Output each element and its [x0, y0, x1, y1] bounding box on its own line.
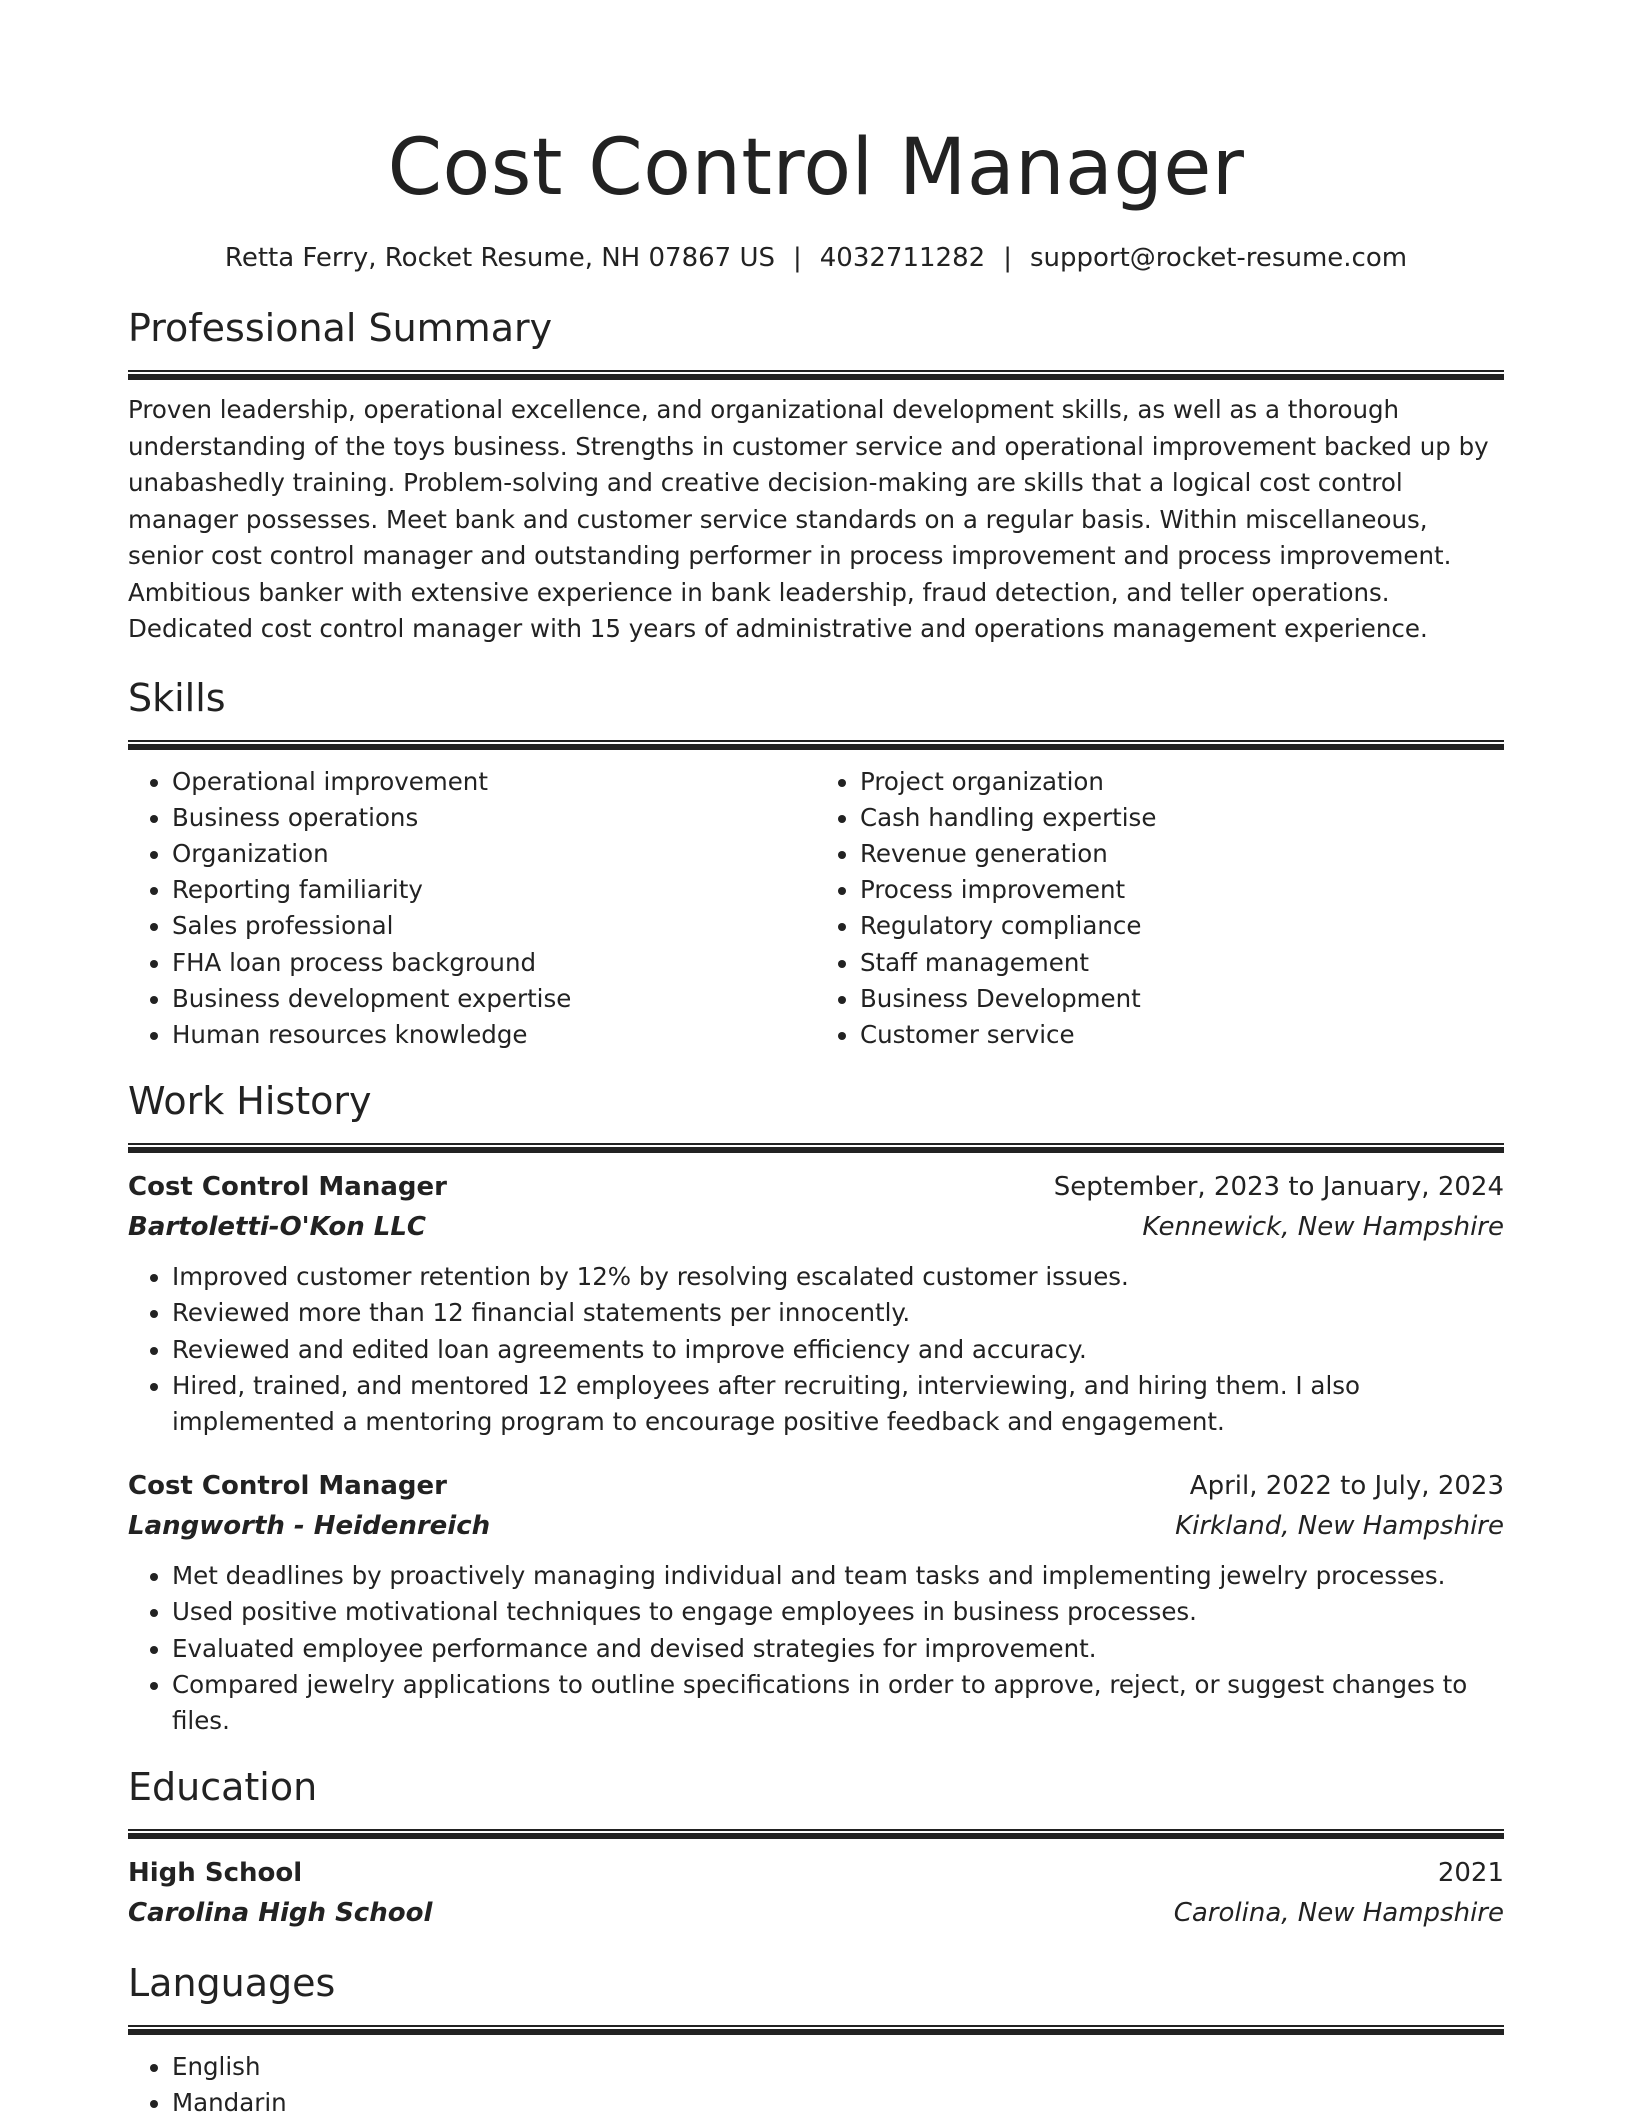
job-bullet: • Used positive motivational techniques to engage employees in business processes.: [172, 1594, 1504, 1630]
job-bullet: • Reviewed more than 12 financial statements per innocently.: [172, 1295, 1504, 1331]
language-item: • English: [172, 2049, 1504, 2085]
job-title: Cost Control Manager: [128, 1471, 447, 1502]
job-title: Cost Control Manager: [128, 1172, 447, 1203]
job-subheader: [128, 1207, 1504, 1247]
contact-separator: |: [793, 243, 802, 273]
section-title-languages: Languages: [128, 1961, 336, 2006]
section-rule: [128, 1143, 1504, 1153]
job-bullet: • Reviewed and edited loan agreements to improve efficiency and accuracy.: [172, 1332, 1504, 1368]
job-company: Langworth - Heidenreich: [128, 1511, 491, 1542]
job-bullet: • Evaluated employee performance and devised strategies for improvement.: [172, 1631, 1504, 1667]
contact-line: [128, 240, 1504, 276]
skill-item: • Project organization: [860, 764, 1504, 800]
summary-text: Proven leadership, operational excellence, and organizational development skills, as well as a thorough understanding of the toys business. Strengths in customer service and operational improvement backed up by unabashedly training. Problem-solving and creative decision-making are skills that a logical cost control manager possesses. Meet bank and customer service standards on a regular basis. Within miscellaneous, senior cost control manager and outstanding performer in process improvement and process improvement. Ambitious banker with extensive experience in bank leadership, fraud detection, and teller operations. Dedicated cost control manager with 15 years of administrative and operations management experience.: [128, 395, 1489, 643]
job-entry: [128, 1167, 1504, 1440]
education-location: Carolina, New Hampshire: [1173, 1898, 1504, 1929]
work-history-section: [128, 1077, 1504, 1739]
skill-item: • Reporting familiarity: [172, 872, 816, 908]
skills-column-right: [816, 764, 1504, 1054]
section-rule: [128, 370, 1504, 380]
language-list: [128, 2049, 1504, 2121]
job-company: Bartoletti-O'Kon LLC: [128, 1212, 427, 1243]
section-title-skills: Skills: [128, 675, 226, 720]
skill-item: • FHA loan process background: [172, 945, 816, 981]
job-header: [128, 1466, 1504, 1506]
section-rule: [128, 2025, 1504, 2035]
education-school: Carolina High School: [128, 1898, 433, 1929]
job-entry: [128, 1466, 1504, 1739]
section-title-work-history: Work History: [128, 1079, 372, 1124]
contact-separator: |: [1003, 243, 1012, 273]
skill-item: • Business development expertise: [172, 981, 816, 1017]
contact-email[interactable]: support@rocket-resume.com: [1029, 243, 1408, 273]
job-bullet: • Compared jewelry applications to outline specifications in order to approve, reject, or suggest changes to files.: [172, 1667, 1504, 1739]
skill-item: • Operational improvement: [172, 764, 816, 800]
summary-section: [128, 304, 1504, 648]
section-title-summary: Professional Summary: [128, 306, 553, 350]
skill-item: • Business Development: [860, 981, 1504, 1017]
skill-item: • Sales professional: [172, 908, 816, 944]
job-bullet: • Improved customer retention by 12% by resolving escalated customer issues.: [172, 1259, 1504, 1295]
section-rule: [128, 1829, 1504, 1839]
education-header: [128, 1853, 1504, 1893]
skills-grid: [128, 764, 1504, 1054]
job-location: Kirkland, New Hampshire: [1175, 1511, 1504, 1542]
section-title-education: Education: [128, 1765, 318, 1810]
section-rule: [128, 740, 1504, 750]
job-dates: April, 2022 to July, 2023: [1189, 1471, 1504, 1502]
job-bullet: • Met deadlines by proactively managing individual and team tasks and implementing jewelry processes.: [172, 1558, 1504, 1594]
languages-section: [128, 1959, 1504, 2121]
education-subheader: [128, 1893, 1504, 1933]
job-header: [128, 1167, 1504, 1207]
skill-item: • Customer service: [860, 1017, 1504, 1053]
job-bullets: [128, 1558, 1504, 1739]
skill-item: • Organization: [172, 836, 816, 872]
resume-name: Cost Control Manager: [387, 123, 1245, 213]
language-item: • Mandarin: [172, 2085, 1504, 2121]
job-bullet: • Hired, trained, and mentored 12 employees after recruiting, interviewing, and hiring them. I also implemented a mentoring program to encourage positive feedback and engagement.: [172, 1368, 1504, 1440]
skill-item: • Regulatory compliance: [860, 908, 1504, 944]
skills-section: [128, 674, 1504, 1054]
education-section: [128, 1763, 1504, 1933]
contact-phone: 4032711282: [819, 243, 986, 273]
skill-item: • Revenue generation: [860, 836, 1504, 872]
skill-item: • Business operations: [172, 800, 816, 836]
skill-item: • Cash handling expertise: [860, 800, 1504, 836]
contact-address: Retta Ferry, Rocket Resume, NH 07867 US: [224, 243, 775, 273]
job-bullets: [128, 1259, 1504, 1440]
job-dates: September, 2023 to January, 2024: [1053, 1172, 1504, 1203]
skills-column-left: [128, 764, 816, 1054]
education-entry: [128, 1853, 1504, 1933]
job-location: Kennewick, New Hampshire: [1142, 1212, 1504, 1243]
skill-item: • Staff management: [860, 945, 1504, 981]
skill-item: • Process improvement: [860, 872, 1504, 908]
job-subheader: [128, 1506, 1504, 1546]
education-year: 2021: [1437, 1858, 1504, 1889]
education-degree: High School: [128, 1858, 303, 1889]
skill-item: • Human resources knowledge: [172, 1017, 816, 1053]
